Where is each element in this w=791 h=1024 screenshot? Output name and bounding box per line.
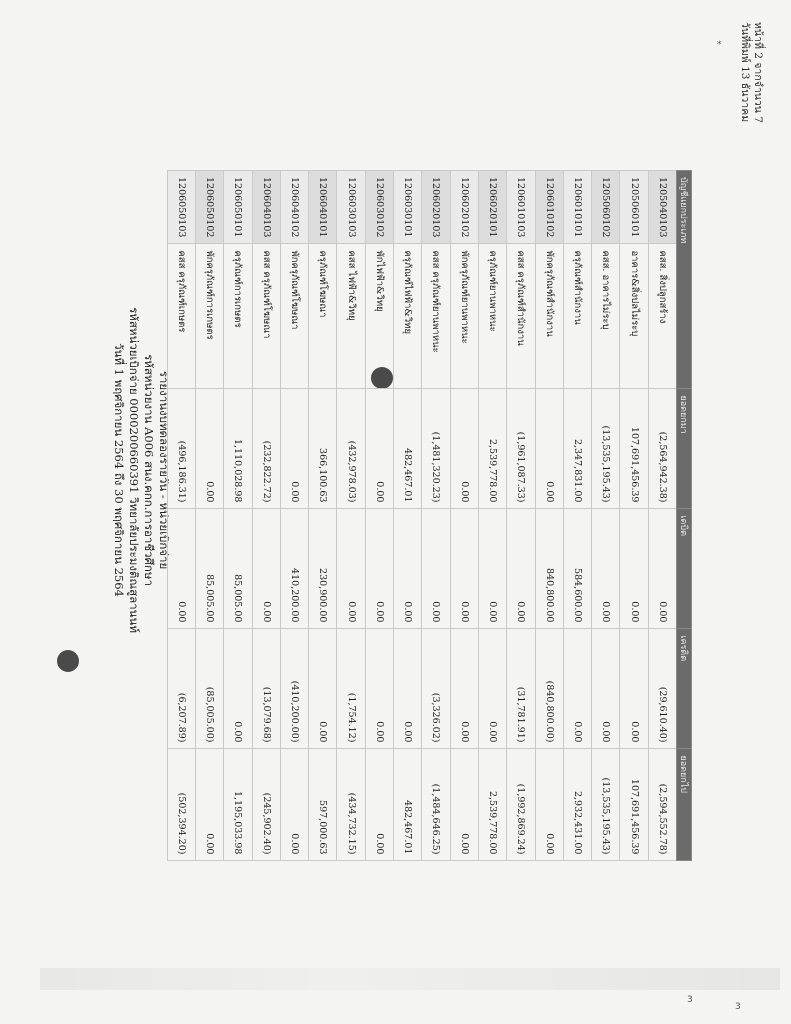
account-code: 1206040102 (280, 171, 308, 244)
carried-forward-amount: (2,594,552.78) (648, 749, 676, 861)
account-code: 1206030101 (394, 171, 422, 244)
account-code: 1206050101 (224, 171, 252, 244)
account-code: 1205040103 (648, 171, 676, 244)
account-code: 1206020101 (478, 171, 506, 244)
brought-forward-amount: 0.00 (195, 389, 223, 509)
debit-amount: 584,600.00 (563, 509, 591, 629)
credit-amount: (85,005.00) (195, 629, 223, 749)
account-code: 1206050103 (167, 171, 195, 244)
report-title: รายงานงบทดลองรายวัน - หน่วยเบิกจ่าย (157, 370, 171, 570)
carried-forward-amount: 0.00 (450, 749, 478, 861)
account-name: ครุภัณฑ์ไฟฟ้า&วิทยุ (394, 244, 422, 389)
print-date: วันที่พิมพ์ 13 ธันวาคม (739, 22, 751, 123)
brought-forward-amount: (432,978.03) (337, 389, 365, 509)
debit-amount: 0.00 (478, 509, 506, 629)
table-row (507, 171, 535, 861)
credit-amount: (13,079.68) (252, 629, 280, 749)
carried-forward-amount: (1,992,869.24) (507, 749, 535, 861)
account-code: 1205060101 (620, 171, 648, 244)
account-name: คสส ครุภัณฑ์เกษตร (167, 244, 195, 389)
table-header-row (677, 171, 692, 861)
brought-forward-amount: (1,961,087.33) (507, 389, 535, 509)
account-name: คสส ครุภัณฑ์โฆษณา (252, 244, 280, 389)
account-name: คสส ครุภัณฑ์สำนักงาน (507, 244, 535, 389)
account-name: ครุภัณฑ์การเกษตร (224, 244, 252, 389)
agency-line: รหัสหน่วยงาน A006 สนง.คกก.การอาชีวศึกษา (142, 354, 156, 586)
brought-forward-amount: (496,186.31) (167, 389, 195, 509)
table-row (478, 171, 506, 861)
col-header-brought-forward: ยอดยกมา (677, 389, 692, 509)
table-row (280, 171, 308, 861)
account-name: พักครุภัณฑ์การเกษตร (195, 244, 223, 389)
account-name: คสส. สิ่งปลูกสร้าง (648, 244, 676, 389)
credit-amount: 0.00 (620, 629, 648, 749)
account-code: 1206010103 (507, 171, 535, 244)
brought-forward-amount: 2,347,831.00 (563, 389, 591, 509)
debit-amount: 85,005.00 (195, 509, 223, 629)
brought-forward-amount: 1,110,028.98 (224, 389, 252, 509)
report-header (111, 260, 171, 680)
account-code: 1206020103 (422, 171, 450, 244)
brought-forward-amount: 0.00 (535, 389, 563, 509)
table-row (450, 171, 478, 861)
account-code: 1206040103 (252, 171, 280, 244)
col-header-credit: เครดิต (677, 629, 692, 749)
debit-amount: 0.00 (450, 509, 478, 629)
account-name: ครุภัณฑ์สำนักงาน (563, 244, 591, 389)
credit-amount: 0.00 (309, 629, 337, 749)
credit-amount: (410,200.00) (280, 629, 308, 749)
table-row (195, 171, 223, 861)
brought-forward-amount: 107,691,456.39 (620, 389, 648, 509)
account-code: 1205060102 (592, 171, 620, 244)
account-code: 1206040101 (309, 171, 337, 244)
table-row (394, 171, 422, 861)
table-row (252, 171, 280, 861)
corner-mark: 3 (687, 995, 693, 1005)
debit-amount: 0.00 (365, 509, 393, 629)
table-row (167, 171, 195, 861)
debit-amount: 85,005.00 (224, 509, 252, 629)
brought-forward-amount: 0.00 (365, 389, 393, 509)
carried-forward-amount: (502,394.20) (167, 749, 195, 861)
account-code: 1206030103 (337, 171, 365, 244)
account-name: ครุภัณฑ์โฆษณา (309, 244, 337, 389)
credit-amount: 0.00 (450, 629, 478, 749)
brought-forward-amount: 366,100.63 (309, 389, 337, 509)
account-name: พักไฟฟ้า&วิทยุ (365, 244, 393, 389)
corner-mark: 3 (735, 1002, 741, 1012)
credit-amount: (3,326.02) (422, 629, 450, 749)
carried-forward-amount: 2,932,431.00 (563, 749, 591, 861)
credit-amount: 0.00 (592, 629, 620, 749)
table-row (365, 171, 393, 861)
carried-forward-amount: (434,732.15) (337, 749, 365, 861)
carried-forward-amount: (245,902.40) (252, 749, 280, 861)
credit-amount: (31,781.91) (507, 629, 535, 749)
debit-amount: 410,200.00 (280, 509, 308, 629)
account-name: คสส. อาคารไม่ระบุ (592, 244, 620, 389)
brought-forward-amount: 0.00 (280, 389, 308, 509)
carried-forward-amount: 482,467.01 (394, 749, 422, 861)
credit-amount: (1,754.12) (337, 629, 365, 749)
account-code: 1206010102 (535, 171, 563, 244)
brought-forward-amount: (1,481,320.23) (422, 389, 450, 509)
corner-mark: * (717, 40, 722, 50)
brought-forward-amount: 2,539,778.00 (478, 389, 506, 509)
carried-forward-amount: 0.00 (280, 749, 308, 861)
table-row (535, 171, 563, 861)
credit-amount: (6,207.89) (167, 629, 195, 749)
debit-amount: 0.00 (620, 509, 648, 629)
brought-forward-amount: 0.00 (450, 389, 478, 509)
credit-amount: 0.00 (563, 629, 591, 749)
account-code: 1206050102 (195, 171, 223, 244)
account-code: 1206020102 (450, 171, 478, 244)
account-name: ครุภัณฑ์ยานพาหนะ (478, 244, 506, 389)
account-name: อาคาร&สิ่งปลไม่ระบุ (620, 244, 648, 389)
credit-amount: (840,800.00) (535, 629, 563, 749)
account-name: พักครุภัณฑ์ยานพาหนะ (450, 244, 478, 389)
debit-amount: 0.00 (252, 509, 280, 629)
carried-forward-amount: 597,000.63 (309, 749, 337, 861)
account-name: คสส ไฟฟ้า&วิทยุ (337, 244, 365, 389)
credit-amount: 0.00 (394, 629, 422, 749)
period-line: วันที่ 1 พฤศจิกายน 2564 ถึง 30 พฤศจิกายน 2564 (112, 343, 126, 597)
col-header-debit: เดบิต (677, 509, 692, 629)
carried-forward-amount: 1,195,033.98 (224, 749, 252, 861)
carried-forward-amount: 0.00 (195, 749, 223, 861)
trial-balance-table (167, 170, 692, 861)
carried-forward-amount: 107,691,456.39 (620, 749, 648, 861)
disbursing-unit-line: รหัสหน่วยเบิกจ่าย 0000200660391 วิทยาลัยประมงติณสูลานนท์ (127, 307, 141, 633)
table-row (337, 171, 365, 861)
debit-amount: 230,900.00 (309, 509, 337, 629)
carried-forward-amount: 0.00 (365, 749, 393, 861)
carried-forward-amount: 0.00 (535, 749, 563, 861)
table-row (592, 171, 620, 861)
table-row (422, 171, 450, 861)
debit-amount: 0.00 (507, 509, 535, 629)
col-header-carried-forward: ยอดยกไป (677, 749, 692, 861)
account-name: พักครุภัณฑ์สำนักงาน (535, 244, 563, 389)
carried-forward-amount: (13,535,195.43) (592, 749, 620, 861)
carried-forward-amount: (1,484,646.25) (422, 749, 450, 861)
carried-forward-amount: 2,539,778.00 (478, 749, 506, 861)
table-row (563, 171, 591, 861)
account-code: 1206010101 (563, 171, 591, 244)
credit-amount: 0.00 (365, 629, 393, 749)
brought-forward-amount: (13,535,195.43) (592, 389, 620, 509)
debit-amount: 0.00 (422, 509, 450, 629)
debit-amount: 0.00 (167, 509, 195, 629)
debit-amount: 840,800.00 (535, 509, 563, 629)
table-row (648, 171, 676, 861)
page-info (738, 22, 764, 123)
brought-forward-amount: 482,467.01 (394, 389, 422, 509)
account-code: 1206030102 (365, 171, 393, 244)
credit-amount: 0.00 (224, 629, 252, 749)
brought-forward-amount: (232,822.72) (252, 389, 280, 509)
debit-amount: 0.00 (394, 509, 422, 629)
debit-amount: 0.00 (648, 509, 676, 629)
credit-amount: (29,610.40) (648, 629, 676, 749)
account-name: พักครุภัณฑ์โฆษณา (280, 244, 308, 389)
table-row (224, 171, 252, 861)
table-row (620, 171, 648, 861)
page-number: หน้าที่ 2 จากจำนวน 7 (752, 22, 764, 123)
table-row (309, 171, 337, 861)
credit-amount: 0.00 (478, 629, 506, 749)
brought-forward-amount: (2,564,942.38) (648, 389, 676, 509)
debit-amount: 0.00 (337, 509, 365, 629)
col-header-account: บัญชีแยกประเภท (677, 171, 692, 389)
account-name: คสส ครุภัณฑ์ยานพาหนะ (422, 244, 450, 389)
debit-amount: 0.00 (592, 509, 620, 629)
